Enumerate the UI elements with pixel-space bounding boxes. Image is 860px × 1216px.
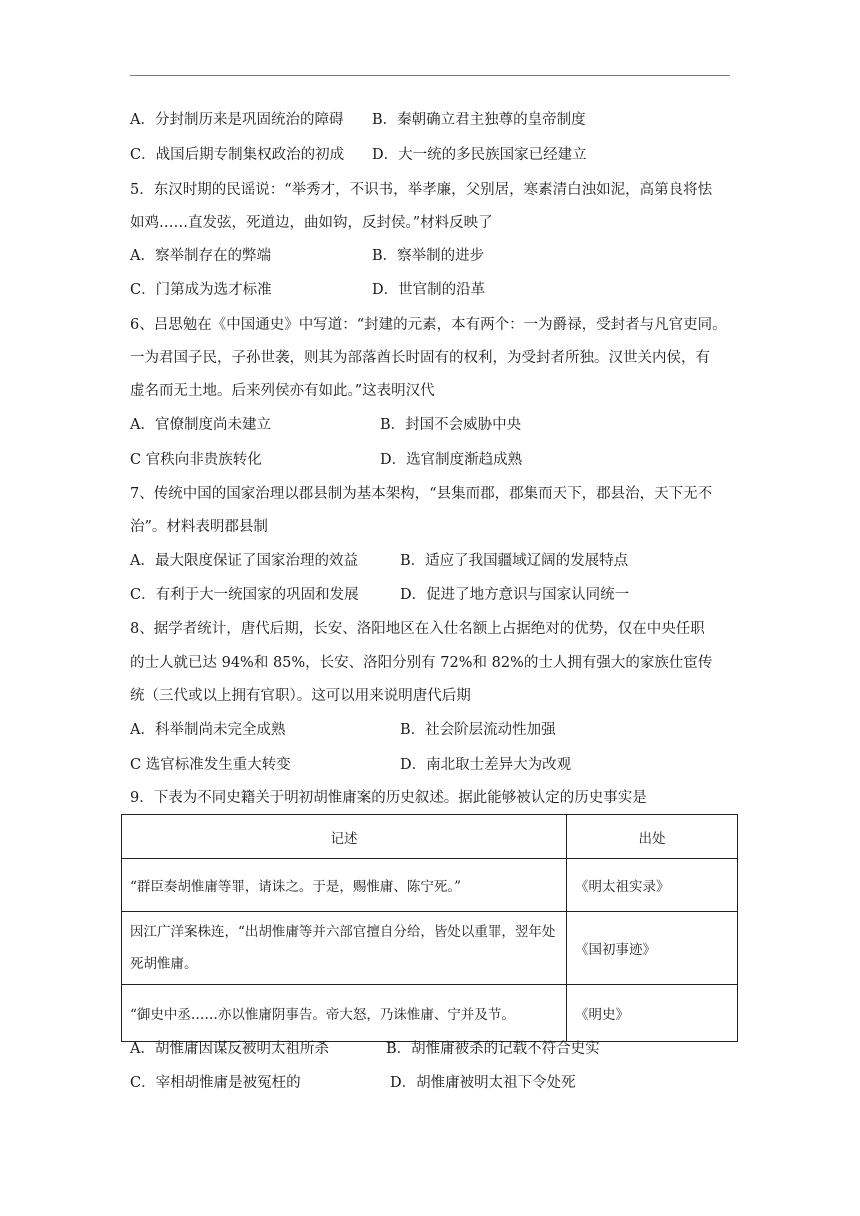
q7-option-c[interactable]: C．有利于大一统国家的巩固和发展 (130, 587, 359, 603)
q4-option-a[interactable]: A．分封制历来是巩固统治的障碍 (130, 112, 344, 128)
table-row (122, 912, 738, 985)
q8-stem-line-2: 的士人就已达 94%和 85%，长安、洛阳分别有 72%和 82%的士人拥有强大的家族仕宦传 (130, 655, 713, 671)
q8-stem-line-1: 8、据学者统计，唐代后期，长安、洛阳地区在入仕名额上占据绝对的优势，仅在中央任职 (130, 621, 705, 637)
table-cell-source: 《国初事迹》 (567, 912, 738, 985)
q9-source-table (121, 814, 738, 1042)
table-cell-record: “御史中丞……亦以惟庸阴事告。帝大怒，乃诛惟庸、宁并及节。 (122, 985, 567, 1042)
q6-option-c[interactable]: C 官秩向非贵族转化 (130, 452, 262, 468)
q9-option-row-2 (130, 1073, 576, 1093)
q7-option-a[interactable]: A．最大限度保证了国家治理的效益 (130, 553, 358, 569)
q4-option-row-2 (130, 145, 587, 165)
q4-option-row-1 (130, 110, 586, 130)
q8-option-d[interactable]: D．南北取士差异大为改观 (400, 757, 572, 773)
table-row (122, 859, 738, 912)
table-header-source: 出处 (567, 815, 738, 859)
q7-stem-line-1: 7、传统中国的国家治理以郡县制为基本架构，“县集而郡，郡集而天下，郡县治，天下无不 (130, 486, 713, 502)
q4-option-c[interactable]: C．战国后期专制集权政治的初成 (130, 147, 345, 163)
q5-option-c[interactable]: C．门第成为选才标准 (130, 282, 272, 298)
q9-option-d[interactable]: D．胡惟庸被明太祖下令处死 (390, 1075, 576, 1091)
q5-option-row-2 (130, 280, 486, 300)
q6-option-b[interactable]: B．封国不会威胁中央 (380, 417, 522, 433)
table-header-record: 记述 (122, 815, 567, 859)
q4-option-d[interactable]: D．大一统的多民族国家已经建立 (372, 147, 587, 163)
header-rule (130, 75, 730, 76)
q8-option-a[interactable]: A．科举制尚未完全成熟 (130, 722, 286, 738)
q6-option-row-1 (130, 415, 522, 435)
q5-option-row-1 (130, 246, 485, 266)
q5-option-a[interactable]: A．察举制存在的弊端 (130, 248, 271, 264)
table-cell-source: 《明史》 (567, 985, 738, 1042)
q9-option-c[interactable]: C．宰相胡惟庸是被冤枉的 (130, 1075, 301, 1091)
q5-option-d[interactable]: D．世官制的沿革 (372, 282, 486, 298)
q4-option-b[interactable]: B．秦朝确立君主独尊的皇帝制度 (372, 112, 586, 128)
q6-option-a[interactable]: A．官僚制度尚未建立 (130, 417, 271, 433)
table-row (122, 985, 738, 1042)
q5-option-b[interactable]: B．察举制的进步 (372, 248, 485, 264)
q8-option-row-2 (130, 755, 572, 775)
q8-option-c[interactable]: C 选官标准发生重大转变 (130, 757, 291, 773)
q7-stem-line-2: 治”。材料表明郡县制 (130, 519, 268, 535)
q9-option-b[interactable]: B．胡惟庸被杀的记载不符合史实 (386, 1041, 600, 1057)
q6-stem-line-3: 虚名而无土地。后来列侯亦有如此。”这表明汉代 (130, 383, 435, 399)
table-cell-record: “群臣奏胡惟庸等罪，请诛之。于是，赐惟庸、陈宁死。” (122, 859, 567, 912)
q5-stem-line-1: 5．东汉时期的民谣说：“举秀才，不识书，举孝廉，父别居，寒素清白浊如泥，高第良将怯 (130, 182, 713, 198)
q8-option-b[interactable]: B．社会阶层流动性加强 (400, 722, 556, 738)
q5-stem-line-2: 如鸡……直发弦，死道边，曲如钩，反封侯。”材料反映了 (130, 215, 493, 231)
q8-option-row-1 (130, 720, 556, 740)
q9-option-row-1 (130, 1039, 600, 1059)
table-header-row (122, 815, 738, 859)
q7-option-row-2 (130, 585, 630, 605)
q7-option-b[interactable]: B．适应了我国疆域辽阔的发展特点 (400, 553, 629, 569)
q6-option-d[interactable]: D．选官制度渐趋成熟 (380, 452, 523, 468)
q6-stem-line-1: 6、吕思勉在《中国通史》中写道：“封建的元素，本有两个：一为爵禄，受封者与凡官吏同。 (130, 317, 727, 333)
q7-option-row-1 (130, 551, 629, 571)
q7-option-d[interactable]: D．促进了地方意识与国家认同统一 (400, 587, 630, 603)
q6-option-row-2 (130, 450, 523, 470)
table-cell-source: 《明太祖实录》 (567, 859, 738, 912)
q9-option-a[interactable]: A．胡惟庸因谋反被明太祖所杀 (130, 1041, 329, 1057)
q6-stem-line-2: 一为君国子民，子孙世袭，则其为部落酋长时固有的权利，为受封者所独。汉世关内侯，有 (130, 350, 710, 366)
q9-stem: 9．下表为不同史籍关于明初胡惟庸案的历史叙述。据此能够被认定的历史事实是 (130, 790, 647, 806)
table-cell-record: 因江广洋案株连，“出胡惟庸等并六部官擅自分给，皆处以重罪，翌年处死胡惟庸。 (122, 912, 567, 985)
q8-stem-line-3: 统（三代或以上拥有官职）。这可以用来说明唐代后期 (130, 688, 471, 704)
